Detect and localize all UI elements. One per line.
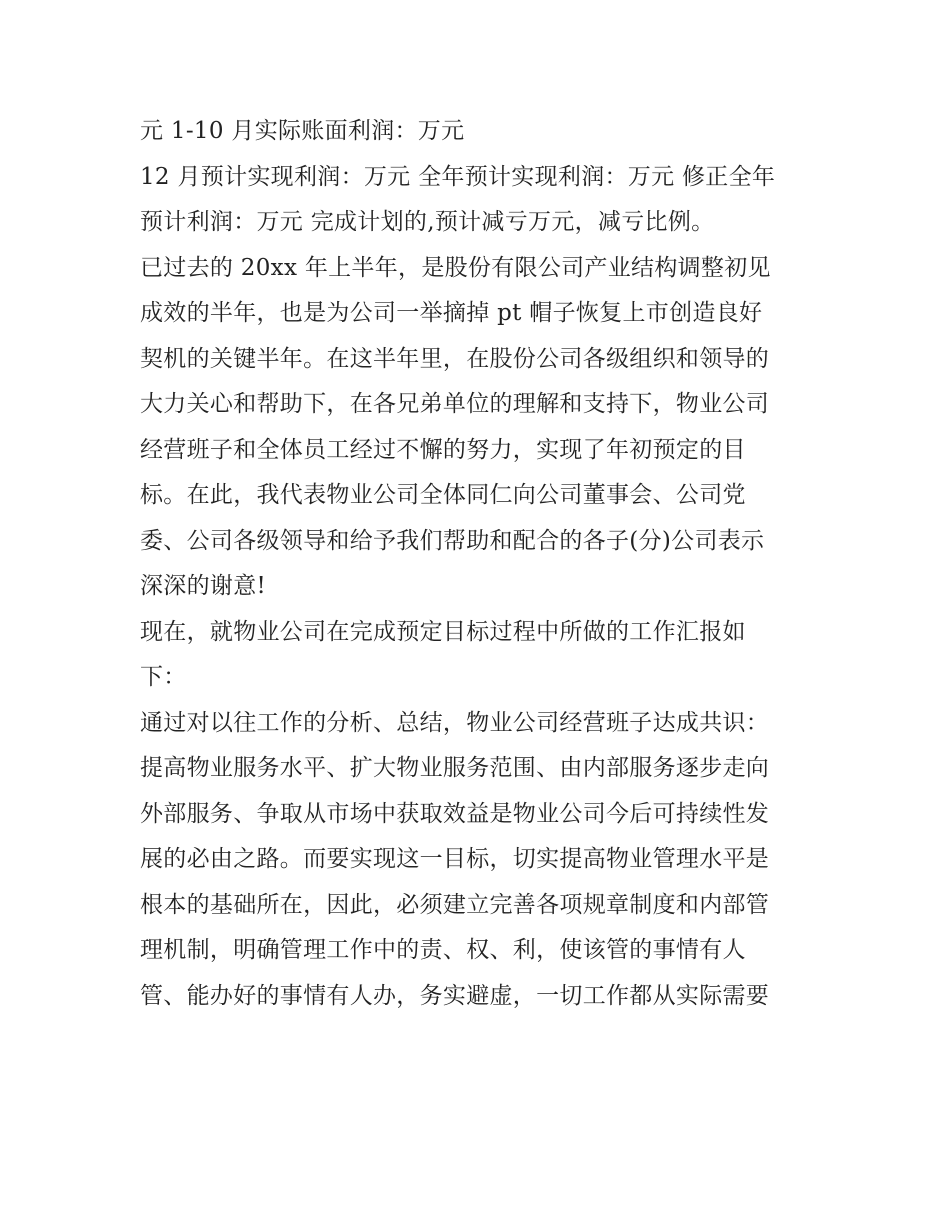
text-line: 成效的半年，也是为公司一举摘掉 pt 帽子恢复上市创造良好 xyxy=(140,300,763,326)
text-line: 委、公司各级领导和给予我们帮助和配合的各子(分)公司表示 xyxy=(140,527,765,554)
text-line: 现在，就物业公司在完成预定目标过程中所做的工作汇报如 xyxy=(140,618,746,645)
text-line: 标。在此，我代表物业公司全体同仁向公司董事会、公司党 xyxy=(140,482,746,508)
text-line: 已过去的 20xx 年上半年，是股份有限公司产业结构调整初见 xyxy=(140,254,771,281)
text-line: 预计利润：万元 完成计划的,预计减亏万元，减亏比例。 xyxy=(140,209,715,235)
text-line: 理机制，明确管理工作中的责、权、利，使该管的事情有人 xyxy=(140,937,746,963)
text-line: 经营班子和全体员工经过不懈的努力，实现了年初预定的目 xyxy=(140,436,746,463)
text-line: 深深的谢意! xyxy=(140,573,267,599)
text-line: 元 1-10 月实际账面利润：万元 xyxy=(140,118,465,144)
text-line: 提高物业服务水平、扩大物业服务范围、由内部服务逐步走向 xyxy=(140,755,770,781)
document-body xyxy=(140,109,820,1019)
text-line: 根本的基础所在，因此，必须建立完善各项规章制度和内部管 xyxy=(140,891,770,918)
text-line: 通过对以往工作的分析、总结，物业公司经营班子达成共识： xyxy=(140,709,770,736)
text-line: 展的必由之路。而要实现这一目标，切实提高物业管理水平是 xyxy=(140,846,770,872)
text-line: 12 月预计实现利润：万元 全年预计实现利润：万元 修正全年 xyxy=(140,163,776,190)
text-line: 大力关心和帮助下，在各兄弟单位的理解和支持下，物业公司 xyxy=(140,391,770,417)
text-line: 契机的关键半年。在这半年里，在股份公司各级组织和领导的 xyxy=(140,345,770,372)
text-line: 管、能办好的事情有人办，务实避虚，一切工作都从实际需要 xyxy=(140,982,770,1009)
text-line: 外部服务、争取从市场中获取效益是物业公司今后可持续性发 xyxy=(140,800,770,827)
text-line: 下： xyxy=(140,664,187,690)
